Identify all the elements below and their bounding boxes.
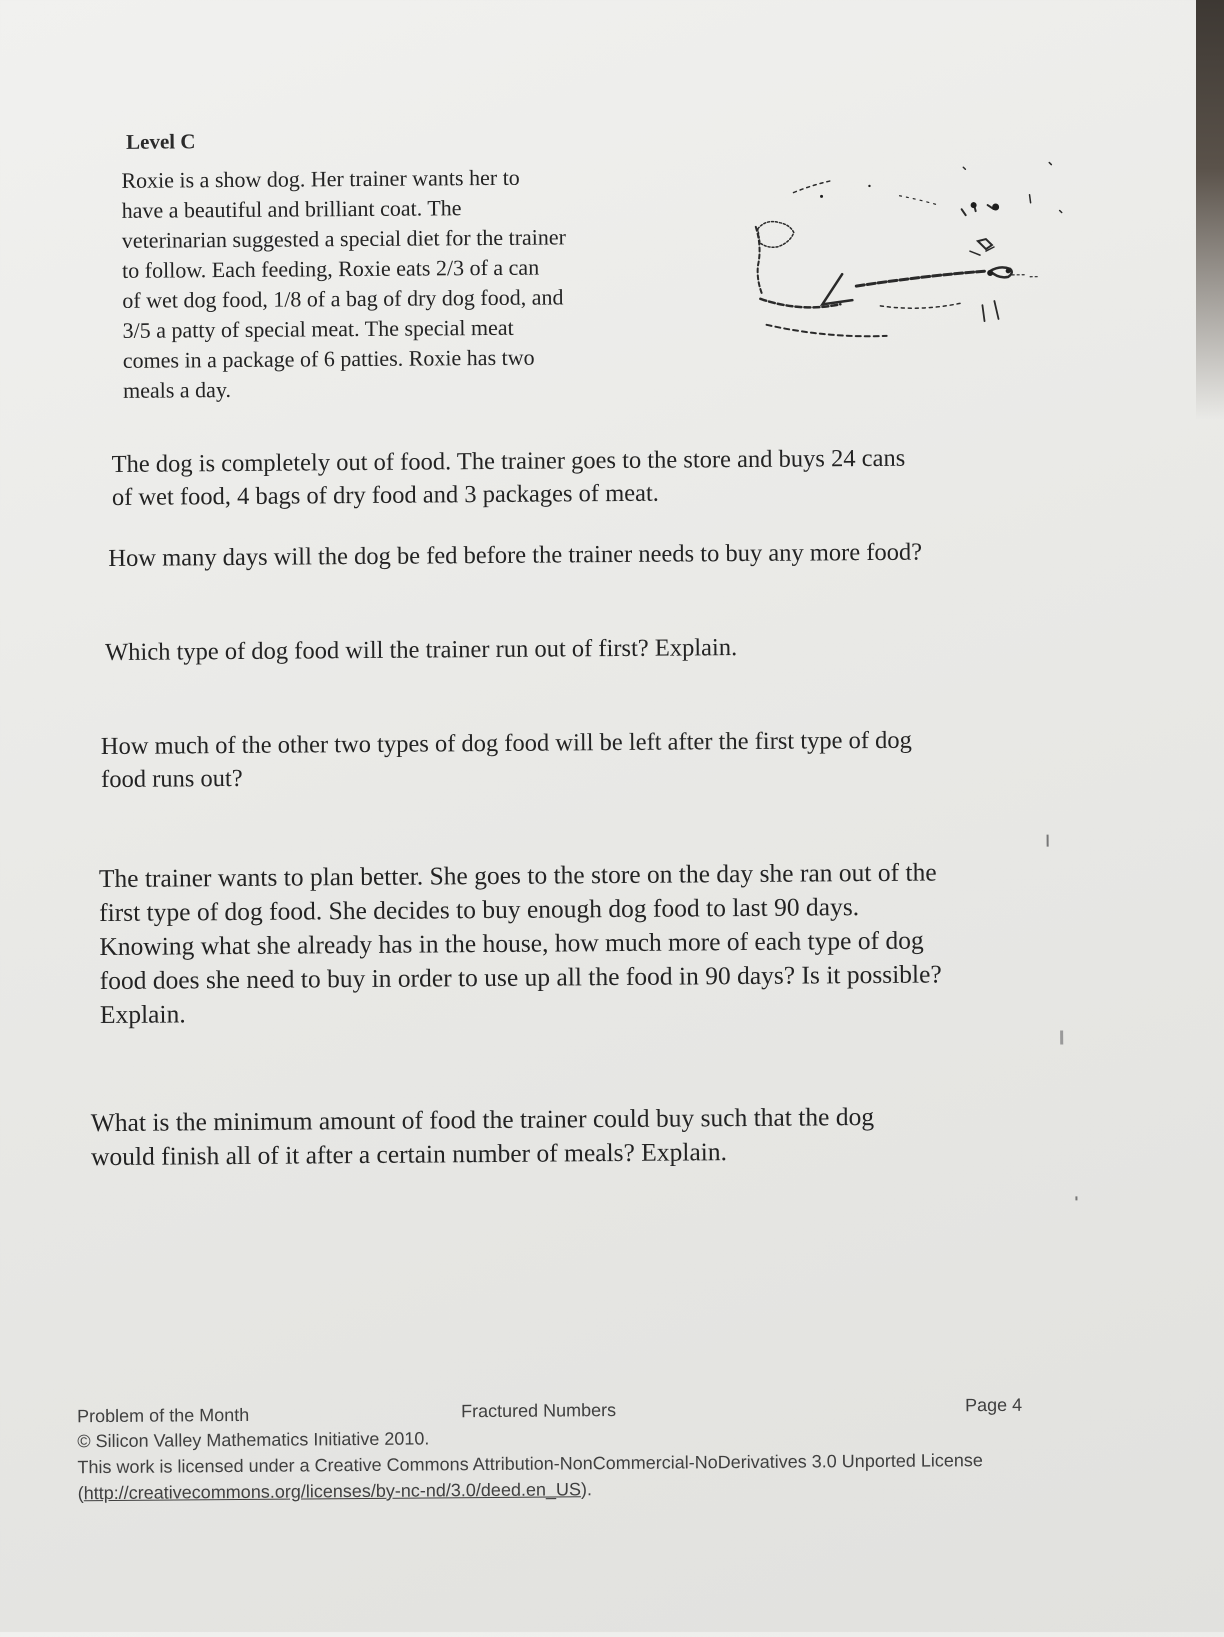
- question-paragraph: [105, 631, 737, 669]
- footer-copyright: © Silicon Valley Mathematics Initiative 2010.: [77, 1428, 430, 1452]
- intro-line: Roxie is a show dog. Her trainer wants her to: [121, 164, 520, 193]
- question-paragraph: [112, 442, 906, 514]
- level-heading: Level C: [126, 129, 196, 154]
- intro-paragraph: [121, 161, 683, 405]
- paragraph-line: of wet food, 4 bags of dry food and 3 packages of meat.: [111, 479, 659, 511]
- paragraph-line: What is the minimum amount of food the trainer could buy such that the dog: [90, 1101, 875, 1138]
- intro-line: have a beautiful and brilliant coat. The: [121, 195, 462, 223]
- page-footer: [77, 1394, 1138, 1506]
- link-close-paren: ).: [580, 1479, 593, 1500]
- paragraph-line: How many days will the dog be fed before the trainer needs to buy any more food?: [108, 538, 923, 572]
- question-paragraph: [99, 855, 942, 1032]
- paragraph-line: The dog is completely out of food. The trainer goes to the store and buys 24 cans: [111, 444, 906, 478]
- question-paragraph: [91, 1100, 875, 1174]
- footer-series: Problem of the Month: [77, 1404, 250, 1427]
- paper-mark: [1075, 1196, 1077, 1200]
- paper-mark: [1047, 835, 1049, 847]
- footer-title: Fractured Numbers: [461, 1400, 617, 1422]
- question-paragraph: [108, 536, 922, 575]
- intro-line: meals a day.: [122, 377, 232, 403]
- page-number: Page 4: [964, 1394, 1023, 1416]
- paragraph-line: Which type of dog food will the trainer run out of first? Explain.: [105, 634, 738, 667]
- intro-line: to follow. Each feeding, Roxie eats 2/3 of a can: [122, 254, 540, 283]
- dog-sketch-icon: [749, 154, 1101, 357]
- paragraph-line: food runs out?: [101, 764, 243, 794]
- intro-line: veterinarian suggested a special diet for the trainer: [121, 224, 567, 253]
- paragraph-line: How much of the other two types of dog food will be left after the first type of dog: [100, 726, 912, 761]
- question-paragraph: [101, 724, 913, 796]
- paragraph-line: Knowing what she already has in the house, how much more of each type of dog: [99, 925, 924, 962]
- footer-license: This work is licensed under a Creative Commons Attribution-NonCommercial-NoDerivatives 3.0 Unported License: [77, 1450, 983, 1478]
- paragraph-line: food does she need to buy in order to use up all the food in 90 days? Is it possible?: [99, 959, 942, 996]
- paragraph-line: would finish all of it after a certain number of meals? Explain.: [90, 1137, 728, 1172]
- intro-line: 3/5 a patty of special meat. The special meat: [122, 314, 514, 343]
- intro-line: of wet dog food, 1/8 of a bag of dry dog food, and: [122, 284, 564, 313]
- paragraph-line: The trainer wants to plan better. She goes to the store on the day she ran out of the: [98, 857, 937, 894]
- license-link[interactable]: http://creativecommons.org/licenses/by-nc-nd/3.0/deed.en_US: [83, 1479, 582, 1504]
- paragraph-line: first type of dog food. She decides to buy enough dog food to last 90 days.: [99, 892, 860, 928]
- link-open-paren: (: [77, 1483, 84, 1504]
- intro-line: comes in a package of 6 patties. Roxie has two: [122, 344, 535, 373]
- paragraph-line: Explain.: [99, 999, 186, 1030]
- paper-mark: [1060, 1030, 1063, 1044]
